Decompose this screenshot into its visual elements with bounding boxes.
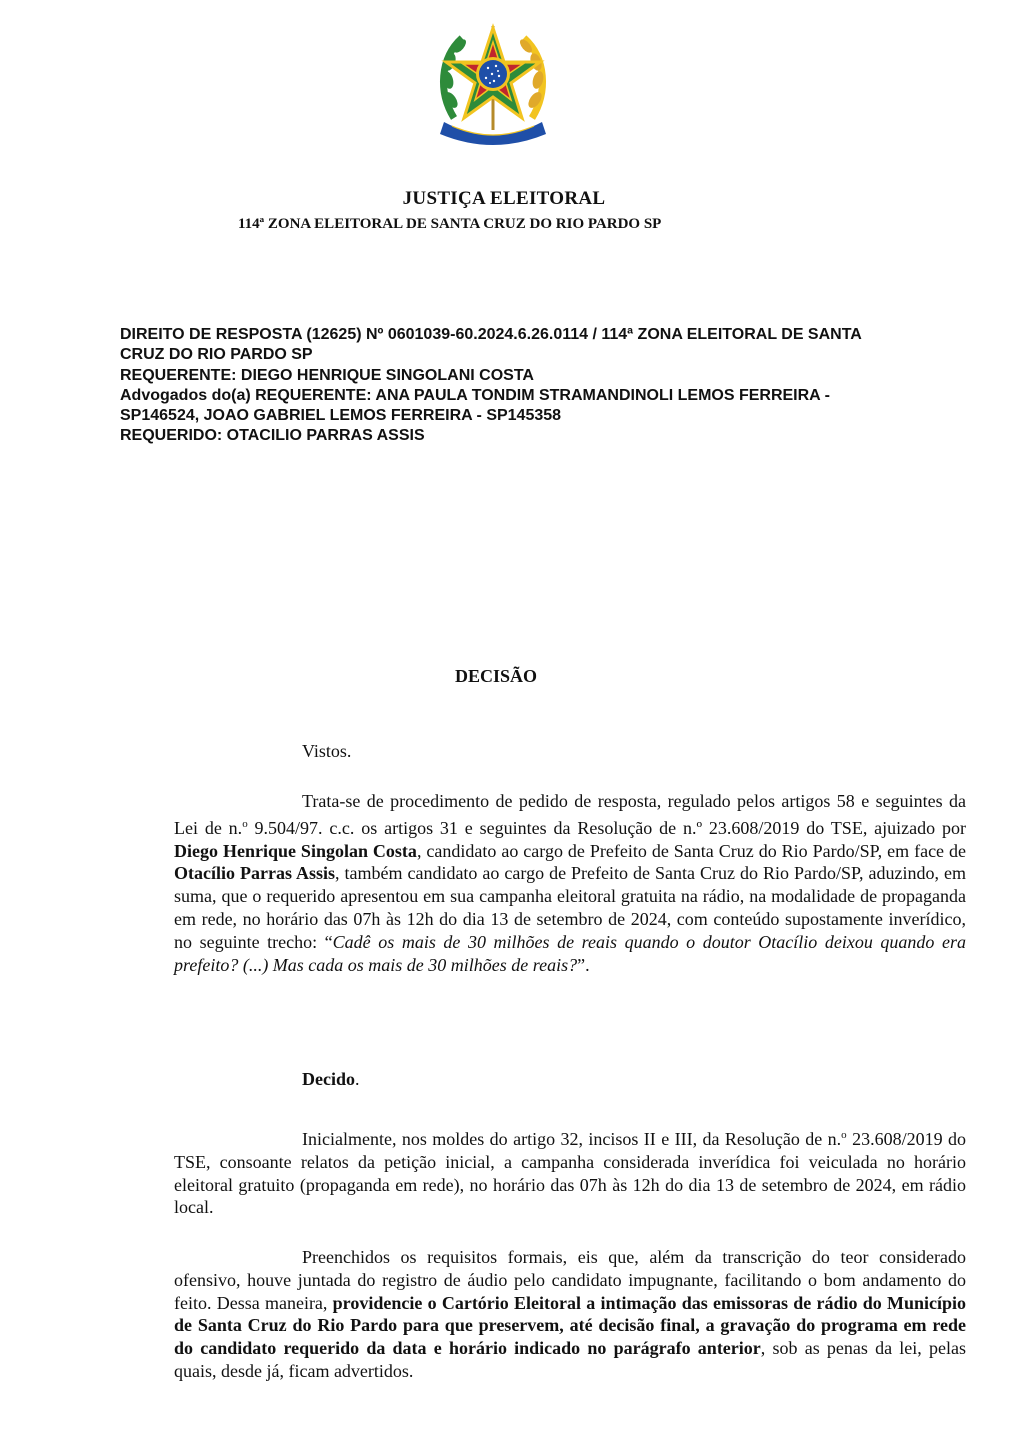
brazil-coat-of-arms-emblem [436, 22, 550, 146]
case-line-process: DIREITO DE RESPOSTA (12625) Nº 0601039-60.2024.6.26.0114 / 114ª ZONA ELEITORAL DE SANTA [120, 326, 862, 343]
paragraph-text: ”. [577, 954, 590, 975]
case-line-requerente: REQUERENTE: DIEGO HENRIQUE SINGOLANI COSTA [120, 366, 534, 384]
superscript: o [242, 817, 248, 830]
paragraph-initial [174, 1124, 966, 1219]
court-subtitle: 114ª ZONA ELEITORAL DE SANTA CRUZ DO RIO PARDO SP [238, 216, 662, 232]
decision-heading [0, 666, 1024, 687]
vistos-line: Vistos. [302, 741, 352, 761]
paragraph-text: , candidato ao cargo de Prefeito de Santa Cruz do Rio Pardo/SP, em face de [416, 840, 967, 861]
paragraph-text: 23.608/2019 do TSE, consoante relatos da petição inicial, a campanha considerada inverídica foi veiculada no horário eleitoral gratuito (propaganda em rede), no horário das 07h às 12h do dia 13 de setembro de 2024, em rádio local. [174, 1129, 966, 1218]
paragraph-text: , sob as penas da lei, pelas quais, desde já, ficam advertidos. [174, 1338, 966, 1381]
case-line-advogados-cont: SP146524, JOAO GABRIEL LEMOS FERREIRA - SP145358 [120, 407, 562, 425]
decision-heading-text: DECISÃO [454, 666, 538, 686]
quoted-excerpt: Cadê os mais de 30 milhões de reais quando o doutor Otacílio deixou quando era prefeito? (...) Mas cada os mais de 30 milhões de reais? [174, 931, 966, 975]
decido-text: Decido [302, 1069, 355, 1089]
case-line-advogados: Advogados do(a) REQUERENTE: ANA PAULA TONDIM STRAMANDINOLI LEMOS FERREIRA - [120, 386, 830, 404]
superscript: o [841, 1129, 847, 1141]
case-header [120, 325, 950, 447]
paragraph-text: Trata-se de procedimento de pedido de resposta, regulado pelos artigos 58 e seguintes da Lei de n. [174, 791, 966, 838]
paragraph-order [174, 1246, 966, 1383]
case-line-requerido: REQUERIDO: OTACILIO PARRAS ASSIS [120, 427, 425, 445]
requerente-name: Diego Henrique Singolan Costa [174, 840, 417, 861]
decido-period: . [355, 1069, 360, 1089]
paragraph-facts [174, 790, 966, 976]
requerido-name: Otacílio Parras Assis [174, 863, 335, 884]
case-line-process-cont: CRUZ DO RIO PARDO SP [120, 346, 313, 364]
paragraph-text: Inicialmente, nos moldes do artigo 32, incisos II e III, da Resolução de n. [302, 1129, 842, 1149]
decido-line [302, 1068, 602, 1091]
paragraph-text: 9.504/97. c.c. os artigos 31 e seguintes da Resolução de n.º 23.608/2019 do TSE, ajuizado por [247, 817, 966, 838]
court-title-text: JUSTIÇA ELEITORAL [402, 188, 606, 209]
paragraph-text: , também candidato ao cargo de Prefeito de Santa Cruz do Rio Pardo/SP, aduzindo, em suma, que o requerido apresentou em sua campanha eleitoral gratuita na rádio, na modalidade de propaganda em rede, no horário das 07h às 12h do dia 13 de setembro de 2024, com conteúdo supostamente inverídico, no seguinte trecho: “ [174, 863, 966, 952]
paragraph-text: Preenchidos os requisitos formais, eis que, além da transcrição do teor considerado ofensivo, houve juntada do registro de áudio pelo candidato impugnante, facilitando o bom andamento do feito. Dessa maneira, [174, 1247, 966, 1313]
order-bold-text: providencie o Cartório Eleitoral a intimação das emissoras de rádio do Município de Santa Cruz do Rio Pardo para que preservem, até decisão final, a gravação do programa em rede do candidato requerido da data e horário indicado no parágrafo anterior [174, 1292, 967, 1359]
court-title [0, 188, 1024, 210]
